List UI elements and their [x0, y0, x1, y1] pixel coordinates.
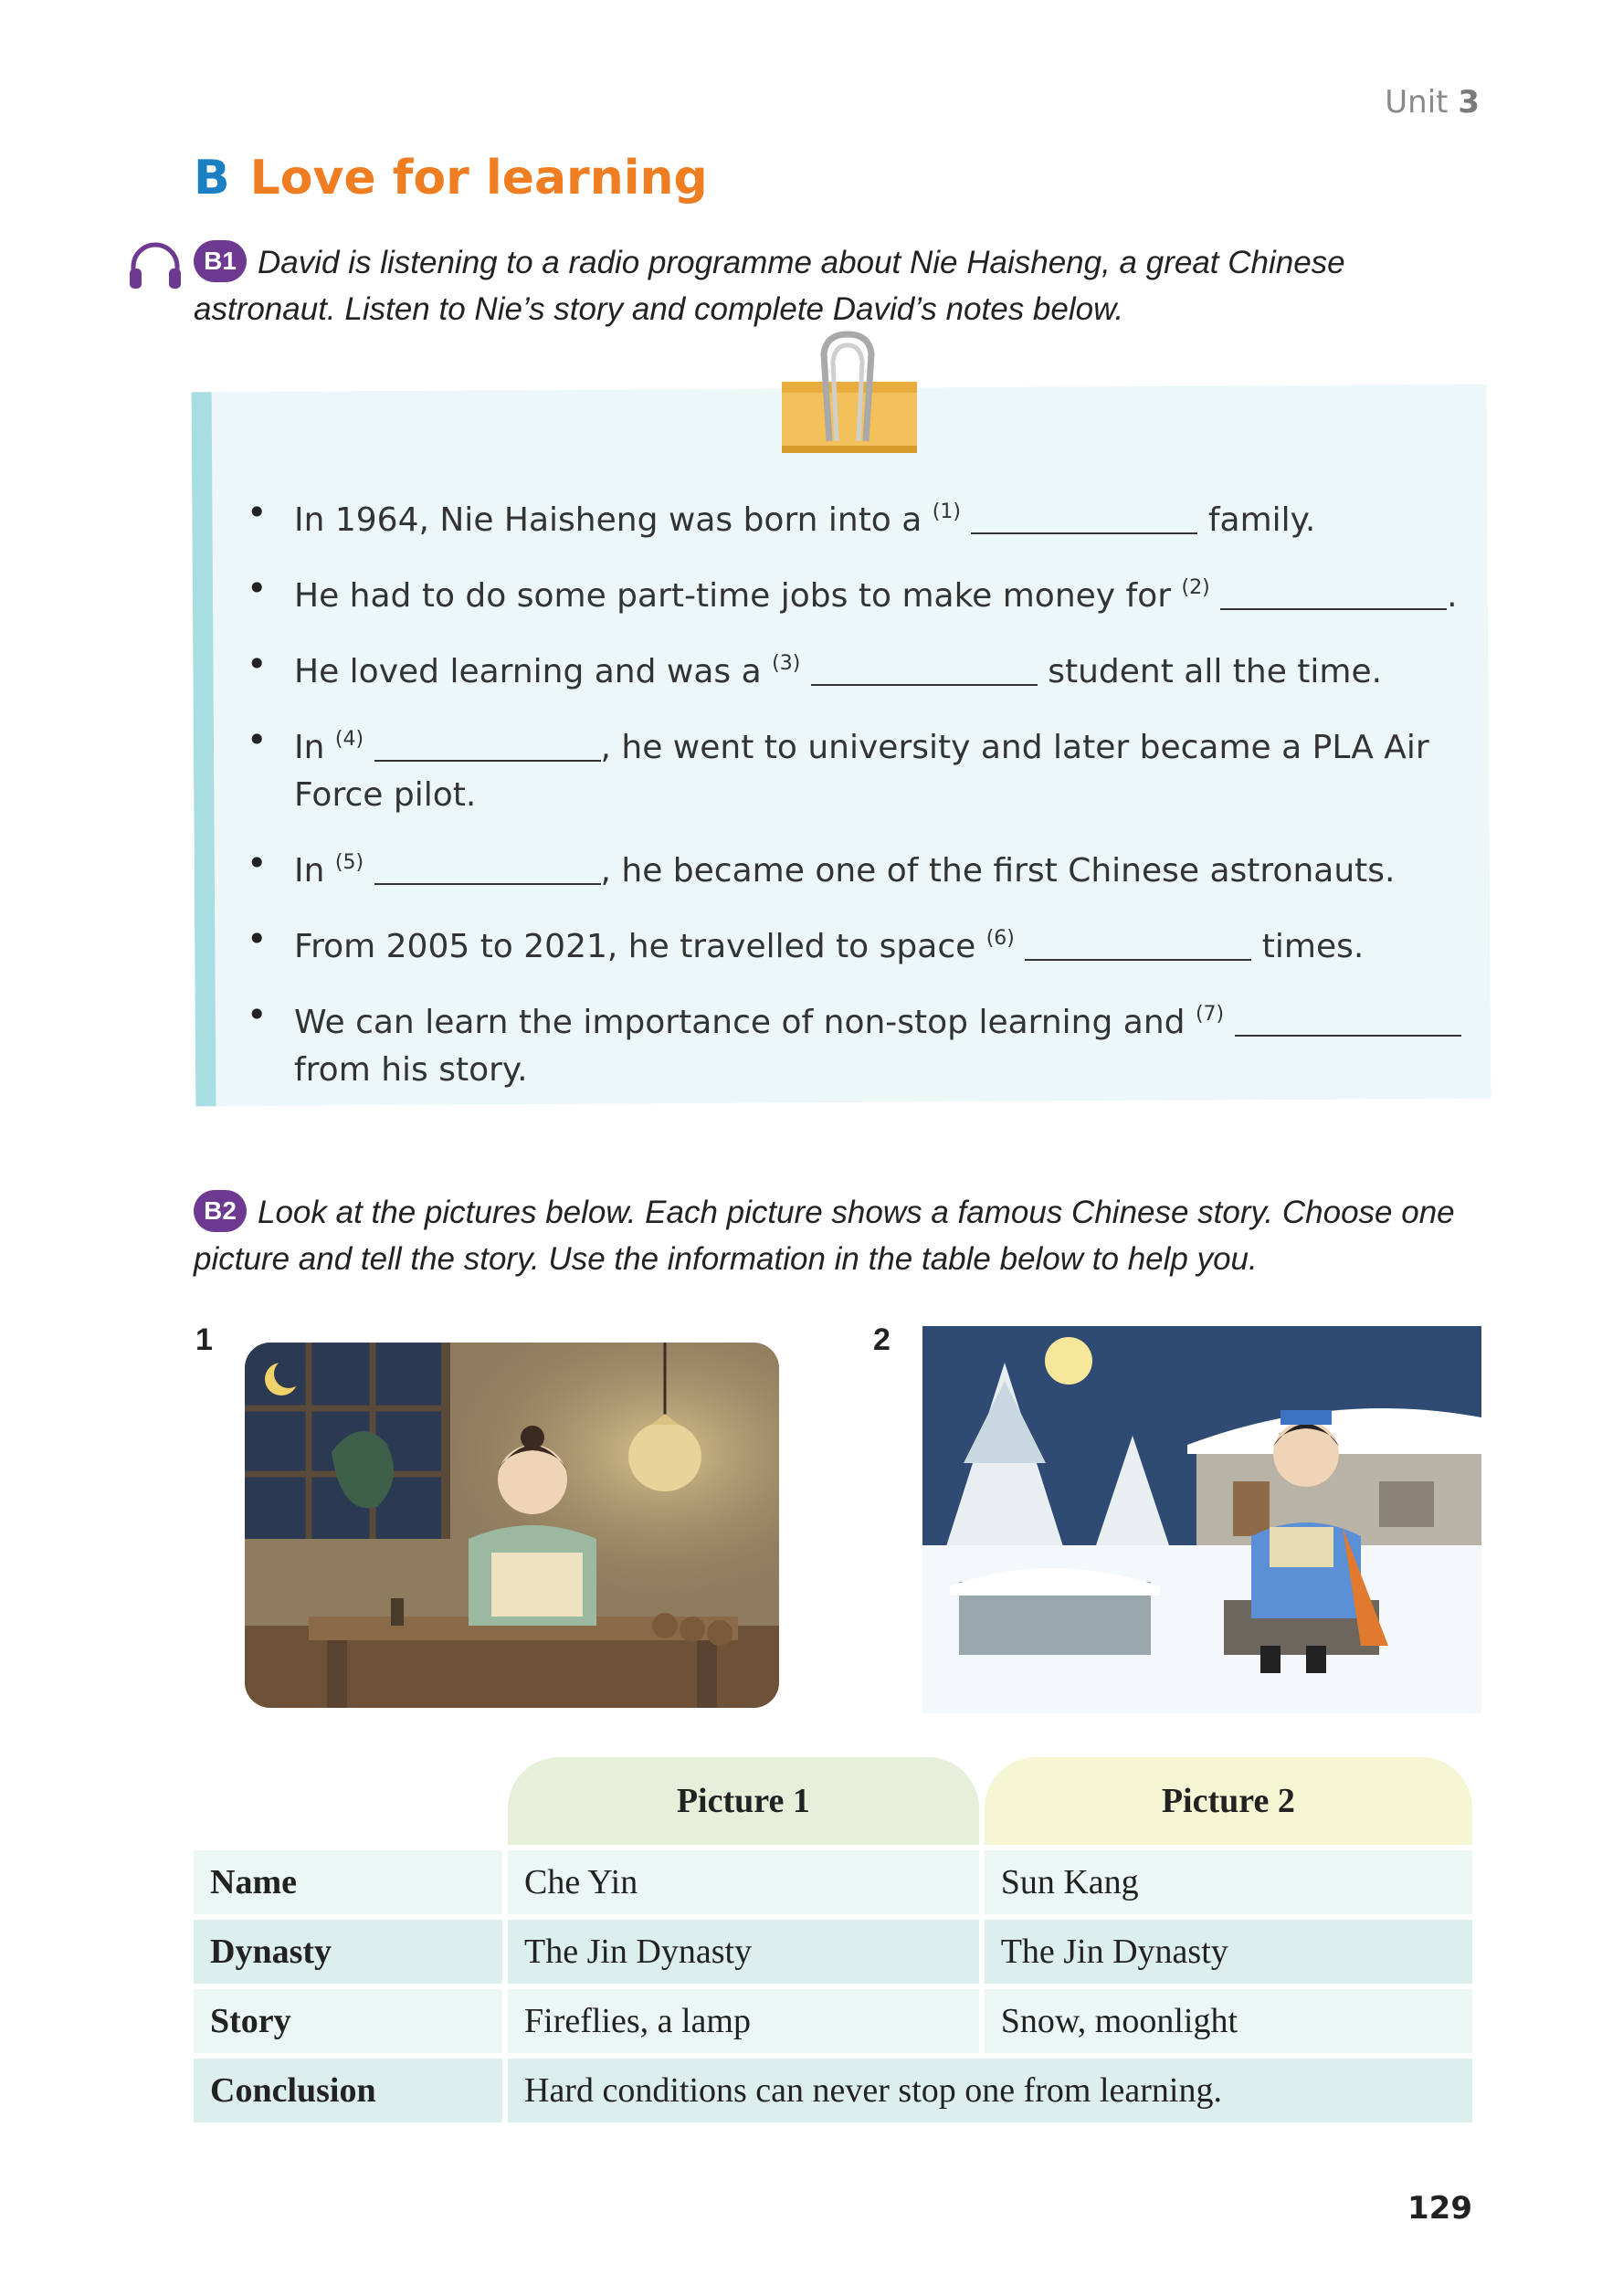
b1-instruction-text: David is listening to a radio programme about Nie Haisheng, a great Chinese astronaut. Listen to Nie’s story and complete David’s notes below. [194, 245, 1345, 327]
answer-blank[interactable] [1235, 1006, 1461, 1037]
page-number: 129 [1407, 2190, 1472, 2227]
column-header-picture-1: Picture 1 [508, 1757, 979, 1845]
b2-instruction [194, 1189, 1491, 1282]
b2-badge: B2 [194, 1190, 247, 1232]
picture-1-number: 1 [195, 1322, 213, 1357]
table-row [194, 1920, 1472, 1984]
column-header-picture-2: Picture 2 [985, 1757, 1472, 1845]
answer-blank[interactable] [811, 655, 1038, 686]
note-item: • We can learn the importance of non-stop learning and $^{(7)}$ from his story. [247, 991, 1470, 1094]
section-letter: B [194, 151, 230, 205]
note-item: • He had to do some part-time jobs to make money for $^{(2)}$ . [247, 564, 1470, 620]
cell-picture-1: The Jin Dynasty [508, 1920, 979, 1984]
unit-label: Unit 3 [1385, 84, 1480, 121]
cell-picture-2: Sun Kang [985, 1850, 1472, 1914]
cell-picture-1: Che Yin [508, 1850, 979, 1914]
story-info-table [188, 1752, 1478, 2128]
picture-2-illustration [922, 1326, 1481, 1713]
unit-number: 3 [1458, 84, 1480, 121]
cell-picture-1: Fireflies, a lamp [508, 1989, 979, 2053]
note-item: • In $^{(5)}$ , he became one of the first Chinese astronauts. [247, 839, 1470, 895]
table-row [194, 1850, 1472, 1914]
b2-instruction-text: Look at the pictures below. Each picture shows a famous Chinese story. Choose one picture and tell the story. Use the information in the table below to help you. [194, 1195, 1455, 1277]
row-label: Name [194, 1850, 502, 1914]
answer-blank[interactable] [374, 854, 601, 885]
table-row [194, 2059, 1472, 2122]
binder-clip-icon [776, 327, 922, 464]
cell-picture-2: The Jin Dynasty [985, 1920, 1472, 1984]
answer-blank[interactable] [971, 503, 1197, 534]
table-row [194, 1989, 1472, 2053]
b1-instruction [194, 239, 1491, 332]
row-label: Conclusion [194, 2059, 502, 2122]
section-title [194, 151, 708, 205]
cell-conclusion: Hard conditions can never stop one from learning. [508, 2059, 1472, 2122]
note-item: • From 2005 to 2021, he travelled to space $^{(6)}$ times. [247, 915, 1470, 971]
note-item: • In $^{(4)}$ , he went to university and later became a PLA Air Force pilot. [247, 716, 1470, 819]
table-corner [194, 1757, 502, 1845]
row-label: Dynasty [194, 1920, 502, 1984]
headphones-icon [126, 239, 184, 292]
picture-2-number: 2 [873, 1322, 891, 1357]
cell-picture-2: Snow, moonlight [985, 1989, 1472, 2053]
section-heading: Love for learning [249, 151, 708, 205]
answer-blank[interactable] [1025, 930, 1251, 961]
b1-badge: B1 [194, 240, 247, 282]
notes-list [247, 489, 1470, 1114]
answer-blank[interactable] [374, 731, 601, 762]
picture-1-illustration [245, 1343, 779, 1708]
note-item: • In 1964, Nie Haisheng was born into a $^{(1)}$ family. [247, 489, 1470, 544]
note-item: • He loved learning and was a $^{(3)}$ student all the time. [247, 640, 1470, 696]
answer-blank[interactable] [1220, 579, 1447, 610]
row-label: Story [194, 1989, 502, 2053]
